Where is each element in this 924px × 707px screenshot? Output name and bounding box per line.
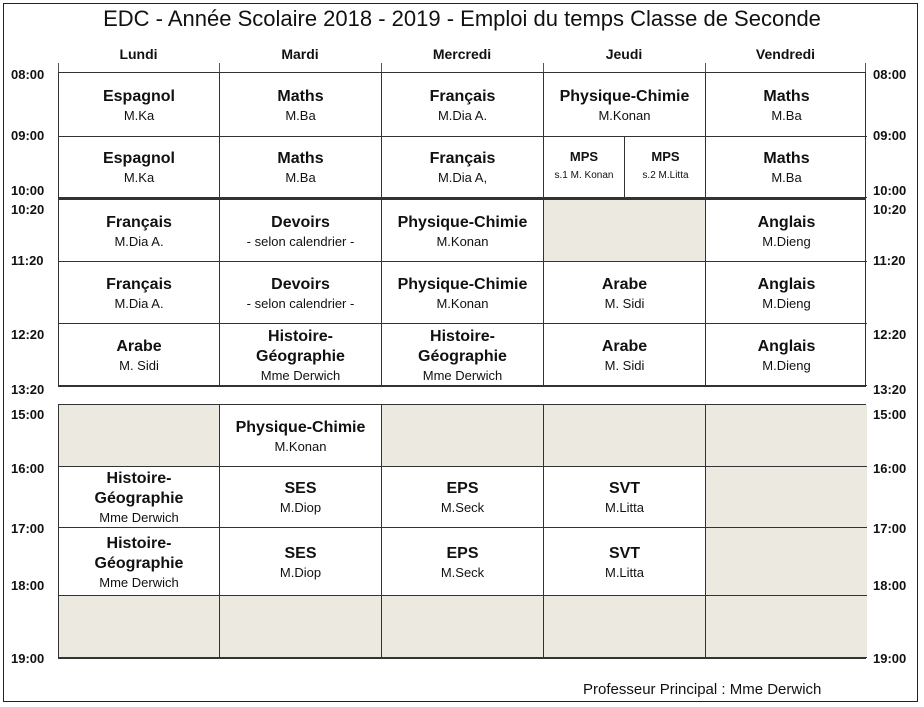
teacher-name: M. Sidi	[119, 358, 159, 373]
teacher-name: M.Konan	[436, 296, 489, 311]
subject-name: Physique-Chimie	[559, 88, 690, 105]
time-label-right: 17:00	[873, 521, 907, 536]
subject-name: Maths	[763, 150, 810, 167]
empty-slot	[706, 405, 867, 467]
timetable-cell	[382, 528, 544, 596]
subject-name: Physique-Chimie	[397, 276, 528, 293]
header-tick	[865, 63, 866, 72]
timetable-cell	[220, 324, 382, 386]
empty-slot	[382, 405, 544, 467]
teacher-name: M.Seck	[440, 500, 485, 515]
timetable-cell	[59, 137, 220, 198]
subject-name: Anglais	[757, 338, 816, 355]
timetable-cell	[382, 262, 544, 324]
timetable-cell	[382, 73, 544, 137]
time-label-right: 15:00	[873, 407, 907, 422]
teacher-name: M. Sidi	[604, 296, 645, 311]
teacher-name: M.Ka	[123, 170, 155, 185]
subject-name: Anglais	[757, 276, 816, 293]
empty-slot	[59, 596, 220, 658]
time-label-right: 19:00	[873, 651, 907, 666]
time-label-right: 10:20	[873, 202, 907, 217]
time-label-left: 08:00	[11, 67, 45, 82]
teacher-name: M.Dia A.	[114, 234, 164, 249]
timetable-cell	[220, 200, 382, 262]
teacher-name: M.Konan	[436, 234, 489, 249]
teacher-name: M.Diop	[279, 565, 322, 580]
teacher-name: M.Dia A.	[437, 108, 488, 123]
empty-slot	[382, 596, 544, 658]
header-tick	[58, 63, 59, 72]
time-label-right: 12:20	[873, 327, 907, 342]
timetable-block-2	[58, 199, 866, 387]
time-label-right: 13:20	[873, 382, 907, 397]
teacher-name: M.Dia A,	[437, 170, 488, 185]
time-label-right: 08:00	[873, 67, 907, 82]
time-label-left: 12:20	[11, 327, 45, 342]
subject-name: Espagnol	[102, 88, 175, 105]
teacher-name: M.Litta	[604, 565, 644, 580]
subject-name: Histoire- Géographie	[94, 535, 184, 572]
subject-name: Devoirs	[271, 214, 330, 231]
timetable-cell	[59, 262, 220, 324]
subject-name: MPS	[651, 149, 680, 164]
subject-name: SVT	[608, 480, 641, 497]
timetable-cell	[382, 467, 544, 528]
timetable-cell	[382, 137, 544, 198]
teacher-name: M.Seck	[440, 565, 485, 580]
teacher-name: M.Dieng	[762, 358, 811, 373]
timetable-cell	[382, 324, 544, 386]
timetable-cell	[382, 200, 544, 262]
subject-name: Français	[106, 214, 172, 231]
subject-name: MPS	[569, 149, 599, 164]
subject-name: EPS	[446, 480, 479, 497]
time-label-right: 11:20	[873, 253, 906, 268]
teacher-name: M.Ba	[771, 170, 802, 185]
header-tick	[705, 63, 706, 72]
subject-name: Français	[429, 88, 496, 105]
time-label-right: 16:00	[873, 461, 907, 476]
timetable-block-1	[58, 72, 866, 199]
page-title: EDC - Année Scolaire 2018 - 2019 - Emploi du temps Classe de Seconde	[103, 6, 821, 31]
time-label-left: 16:00	[11, 461, 45, 476]
timetable-cell	[59, 467, 220, 528]
timetable-cell	[59, 73, 220, 137]
timetable-cell	[59, 200, 220, 262]
header-tick	[219, 63, 220, 72]
time-label-left: 09:00	[11, 128, 45, 143]
subject-name: Français	[106, 276, 172, 293]
teacher-name: s.1 M. Konan	[554, 170, 614, 181]
teacher-name: M.Dia A.	[114, 296, 164, 311]
teacher-name: Mme Derwich	[422, 368, 503, 383]
time-label-left: 15:00	[11, 407, 45, 422]
timetable-cell	[706, 73, 867, 137]
teacher-name: Mme Derwich	[99, 575, 179, 590]
empty-slot	[706, 596, 867, 658]
timetable-cell	[220, 262, 382, 324]
timetable-cell	[544, 73, 706, 137]
timetable-cell	[220, 405, 382, 467]
teacher-name: - selon calendrier -	[246, 234, 355, 249]
timetable-cell	[544, 137, 706, 198]
time-label-left: 17:00	[11, 521, 45, 536]
subject-name: Arabe	[601, 276, 648, 293]
subject-name: Histoire- Géographie	[94, 470, 184, 507]
subject-name: Espagnol	[102, 150, 175, 167]
teacher-name: M.Konan	[598, 108, 651, 123]
time-label-right: 10:00	[873, 183, 907, 198]
timetable-cell	[220, 467, 382, 528]
timetable-cell	[706, 324, 867, 386]
timetable-cell	[706, 262, 867, 324]
teacher-name: M.Litta	[604, 500, 644, 515]
teacher-name: M.Dieng	[762, 296, 811, 311]
timetable-cell	[220, 528, 382, 596]
subject-name: Arabe	[116, 338, 162, 355]
split-cell-2	[625, 137, 706, 198]
teacher-name: M.Ba	[285, 108, 316, 123]
teacher-name: M.Diop	[279, 500, 322, 515]
subject-name: SVT	[608, 545, 641, 562]
teacher-name: M.Ba	[771, 108, 802, 123]
footer-principal: Professeur Principal : Mme Derwich	[583, 681, 822, 698]
empty-slot	[220, 596, 382, 658]
timetable-cell	[59, 528, 220, 596]
subject-name: Arabe	[601, 338, 648, 355]
timetable-cell	[544, 467, 706, 528]
day-header-lundi: Lundi	[119, 46, 158, 62]
timetable-cell	[544, 528, 706, 596]
subject-name: Maths	[763, 88, 810, 105]
header-tick	[543, 63, 544, 72]
empty-slot	[544, 405, 706, 467]
day-header-vendredi: Vendredi	[755, 46, 816, 62]
timetable-cell	[544, 262, 706, 324]
teacher-name: M. Sidi	[604, 358, 645, 373]
subject-name: Maths	[277, 150, 324, 167]
subject-name: SES	[284, 480, 317, 497]
day-header-mercredi: Mercredi	[432, 46, 492, 62]
teacher-name: M.Ka	[123, 108, 155, 123]
subject-name: Physique-Chimie	[235, 419, 366, 436]
teacher-name: - selon calendrier -	[246, 296, 355, 311]
timetable-cell	[220, 137, 382, 198]
time-label-left: 11:20	[11, 253, 44, 268]
timetable-cell	[706, 200, 867, 262]
empty-slot	[544, 200, 706, 262]
time-label-right: 09:00	[873, 128, 907, 143]
time-label-left: 13:20	[11, 382, 45, 397]
empty-slot	[706, 528, 867, 596]
teacher-name: M.Ba	[285, 170, 316, 185]
empty-slot	[706, 467, 867, 528]
time-label-left: 18:00	[11, 578, 45, 593]
split-cell-1	[544, 137, 625, 198]
timetable-cell	[706, 137, 867, 198]
subject-name: Histoire- Géographie	[418, 328, 507, 365]
day-header-jeudi: Jeudi	[605, 46, 643, 62]
subject-name: Maths	[277, 88, 324, 105]
teacher-name: s.2 M.Litta	[642, 170, 689, 181]
teacher-name: Mme Derwich	[99, 510, 179, 525]
time-label-left: 19:00	[11, 651, 45, 666]
teacher-name: Mme Derwich	[260, 368, 341, 383]
empty-slot	[544, 596, 706, 658]
day-header-mardi: Mardi	[281, 46, 319, 62]
timetable-cell	[544, 324, 706, 386]
subject-name: Anglais	[757, 214, 816, 231]
empty-slot	[59, 405, 220, 467]
teacher-name: M.Konan	[274, 439, 327, 454]
timetable-cell	[59, 324, 220, 386]
subject-name: Français	[429, 150, 496, 167]
subject-name: Devoirs	[271, 276, 330, 293]
header-tick	[381, 63, 382, 72]
subject-name: Histoire- Géographie	[256, 328, 345, 365]
subject-name: SES	[284, 545, 317, 562]
time-label-left: 10:00	[11, 183, 45, 198]
time-label-left: 10:20	[11, 202, 45, 217]
timetable-cell	[220, 73, 382, 137]
subject-name: EPS	[446, 545, 479, 562]
timetable-block-3	[58, 404, 866, 659]
teacher-name: M.Dieng	[762, 234, 811, 249]
time-label-right: 18:00	[873, 578, 907, 593]
subject-name: Physique-Chimie	[397, 214, 528, 231]
